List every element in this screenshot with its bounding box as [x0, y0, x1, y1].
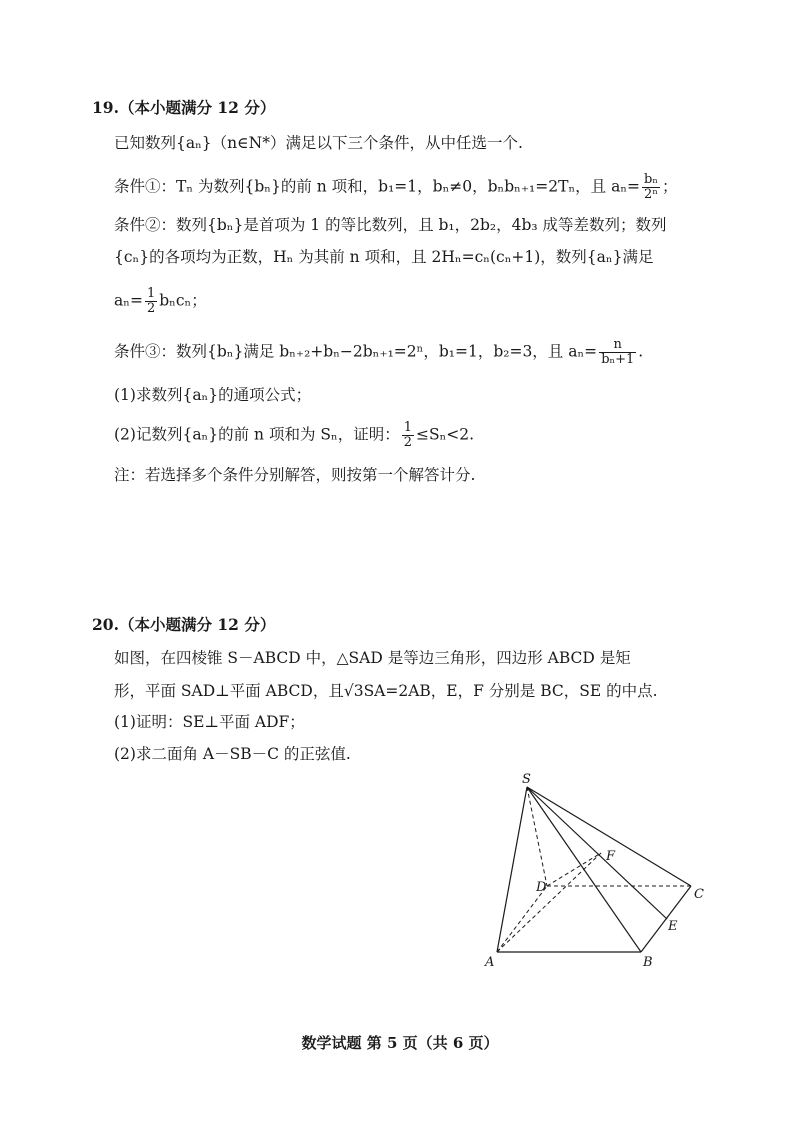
q19-p2-pre: (2)记数列{aₙ}的前 n 项和为 Sₙ，证明： [114, 425, 400, 444]
label-E: E [668, 919, 678, 934]
q19-c2-den: 2 [146, 301, 156, 316]
q19-c1-fraction [642, 173, 660, 202]
q19-part-1: (1)求数列{aₙ}的通项公式； [114, 386, 312, 404]
q19-intro: 已知数列{aₙ}（n∈N*）满足以下三个条件，从中任选一个. [114, 134, 523, 152]
q19-condition-2-line2: {cₙ}的各项均为正数，Hₙ 为其前 n 项和，且 2Hₙ=cₙ(cₙ+1)，数列{aₙ}满足 [114, 248, 654, 266]
label-D: D [536, 880, 547, 895]
q19-c2-pre: aₙ= [114, 291, 143, 310]
edge-SC [527, 787, 691, 886]
q20-line-2: 形，平面 SAD⊥平面 ABCD，且√3SA=2AB，E，F 分别是 BC，SE 的中点. [114, 682, 658, 700]
q19-c3-den: bₙ+1 [601, 352, 635, 367]
label-B: B [643, 955, 653, 968]
q19-c2-post: bₙcₙ； [159, 291, 207, 310]
q20-header: 20.（本小题满分 12 分） [92, 615, 276, 634]
q19-c1-post: ； [661, 177, 678, 196]
q19-c3-fraction [599, 338, 636, 367]
edge-AD [497, 886, 547, 952]
q19-condition-3 [114, 338, 643, 367]
q19-c1-text: 条件①：Tₙ 为数列{bₙ}的前 n 项和，b₁=1，bₙ≠0，bₙbₙ₊₁=2Tₙ，且 aₙ= [114, 177, 641, 196]
q19-p2-den: 2 [403, 435, 412, 450]
q20-part-1: (1)证明：SE⊥平面 ADF； [114, 713, 305, 731]
page-footer: 数学试题 第 5 页（共 6 页） [301, 1034, 499, 1052]
q19-c3-post: . [638, 342, 644, 361]
q19-p2-post: ≤Sₙ<2. [416, 425, 475, 444]
q20-line-1: 如图，在四棱锥 S－ABCD 中，△SAD 是等边三角形，四边形 ABCD 是矩 [114, 649, 631, 667]
q19-c3-num: n [599, 338, 636, 353]
edge-SE [527, 787, 667, 919]
label-S: S [522, 772, 531, 787]
pyramid-figure [480, 768, 720, 968]
q19-c1-den: 2ⁿ [644, 187, 658, 202]
q19-c2-num: 1 [146, 286, 156, 301]
q19-note: 注：若选择多个条件分别解答，则按第一个解答计分. [114, 466, 476, 484]
q19-c2-fraction [145, 287, 157, 316]
q19-condition-2-line3 [114, 287, 207, 316]
label-C: C [694, 887, 704, 902]
q19-c1-num: bₙ [644, 172, 658, 187]
q19-part-2 [114, 421, 474, 450]
q19-c3-text: 条件③：数列{bₙ}满足 bₙ₊₂+bₙ−2bₙ₊₁=2ⁿ，b₁=1，b₂=3，且 aₙ= [114, 342, 598, 361]
q19-p2-fraction [402, 421, 414, 450]
q19-p2-num: 1 [403, 420, 412, 435]
q20-part-2: (2)求二面角 A－SB－C 的正弦值. [114, 745, 351, 763]
label-F: F [606, 849, 616, 864]
q19-condition-1 [114, 173, 678, 202]
q19-header: 19.（本小题满分 12 分） [92, 98, 276, 117]
edge-BC [641, 886, 691, 952]
q19-condition-2-line1: 条件②：数列{bₙ}是首项为 1 的等比数列，且 b₁，2b₂，4b₃ 成等差数列；数列 [114, 216, 667, 234]
label-A: A [485, 955, 495, 968]
edge-DF [547, 853, 601, 886]
